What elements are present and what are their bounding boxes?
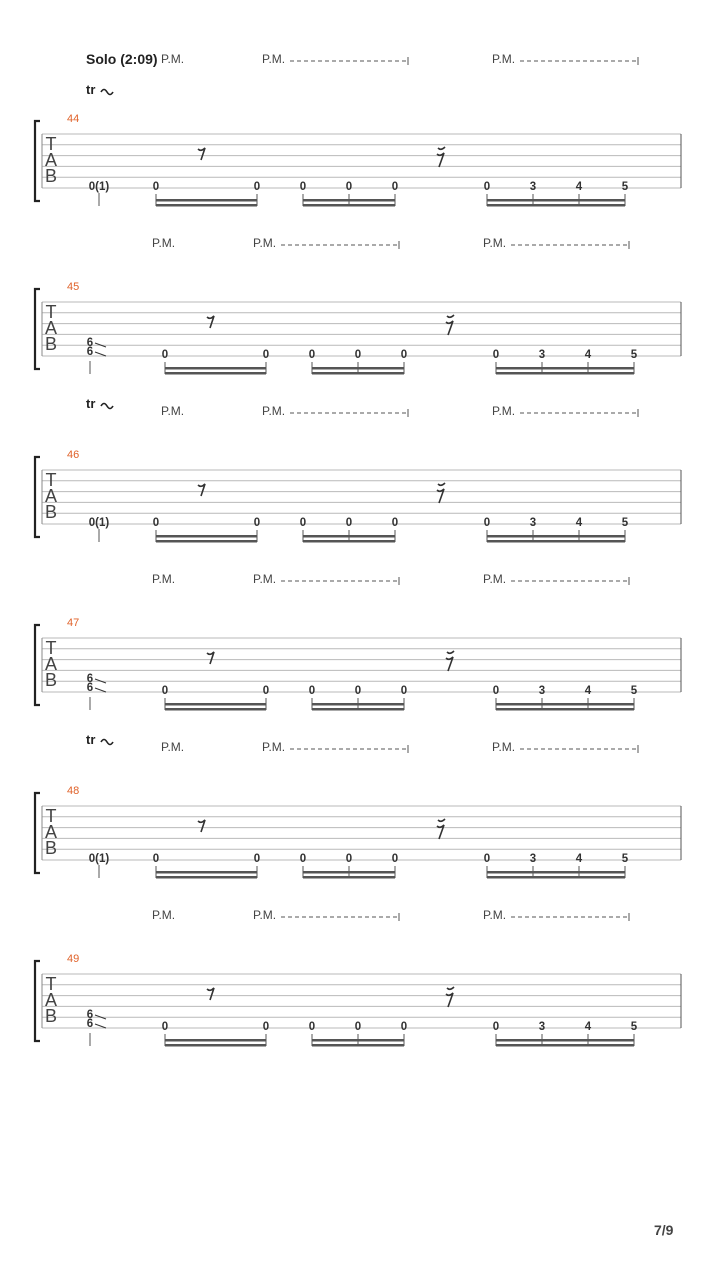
fret-number: 5 (630, 685, 638, 697)
fret-number: 0 (483, 517, 491, 529)
palm-mute-1: P.M. (152, 908, 176, 922)
beam (303, 535, 395, 538)
fret-number: 3 (529, 517, 537, 529)
fret-number: 3 (538, 1021, 546, 1033)
palm-mute-1: P.M. (161, 404, 185, 418)
eighth-rest (207, 988, 214, 1000)
beam (312, 1044, 404, 1047)
palm-mute-2: P.M. (262, 52, 286, 66)
fret-number: 0 (492, 349, 500, 361)
fret-number: 5 (630, 1021, 638, 1033)
system-brace (35, 625, 40, 705)
palm-mute-1: P.M. (161, 740, 185, 754)
trill-wave (101, 90, 113, 95)
palm-mute-2: P.M. (253, 236, 277, 250)
beam (487, 540, 625, 543)
fret-number: 3 (529, 853, 537, 865)
fret-number: 0 (161, 1021, 169, 1033)
beam (165, 1039, 266, 1042)
fret-number: 0 (253, 181, 261, 193)
fret-number: 0 (299, 181, 307, 193)
fret-number: 4 (584, 1021, 592, 1033)
measure-number: 48 (67, 785, 80, 797)
page-number: 7/9 (654, 1222, 674, 1238)
fret-number: 0 (492, 685, 500, 697)
tab-clef-letter: A (44, 990, 57, 1010)
beam (165, 708, 266, 711)
fret-number: 3 (529, 181, 537, 193)
beam (496, 1044, 634, 1047)
trill-marking: tr (86, 82, 96, 97)
eighth-rest (198, 484, 205, 496)
sixteenth-rest (437, 483, 445, 503)
tab-clef-letter: A (44, 318, 57, 338)
fret-number: 0 (152, 853, 160, 865)
section-title: Solo (2:09) (86, 51, 158, 67)
fret-number-ghost: 0(1) (88, 853, 110, 865)
palm-mute-2: P.M. (253, 572, 277, 586)
measure-number: 45 (67, 281, 80, 293)
beam (156, 199, 257, 202)
slide-fret-top: 6 (86, 673, 94, 685)
sixteenth-rest (437, 819, 445, 839)
measure-number: 46 (67, 449, 80, 461)
palm-mute-1: P.M. (161, 52, 185, 66)
system-brace (35, 121, 40, 201)
tab-clef-letter: T (45, 638, 57, 658)
fret-number: 0 (345, 853, 353, 865)
beam (487, 876, 625, 879)
palm-mute-3: P.M. (483, 908, 507, 922)
trill-marking: tr (86, 732, 96, 747)
measure-number: 49 (67, 953, 80, 965)
beam (496, 1039, 634, 1042)
fret-number: 0 (308, 1021, 316, 1033)
fret-number: 0 (253, 853, 261, 865)
tab-clef-letter: B (44, 334, 57, 354)
beam (303, 204, 395, 207)
tab-clef-letter: A (44, 150, 57, 170)
sixteenth-rest (446, 315, 454, 335)
tab-clef-letter: T (45, 134, 57, 154)
trill-wave (101, 740, 113, 745)
fret-number: 0 (152, 517, 160, 529)
eighth-rest (207, 652, 214, 664)
fret-number: 0 (391, 853, 399, 865)
sixteenth-rest (446, 987, 454, 1007)
beam (312, 708, 404, 711)
beam (165, 372, 266, 375)
palm-mute-3: P.M. (492, 404, 516, 418)
fret-number: 0 (262, 1021, 270, 1033)
beam (303, 540, 395, 543)
palm-mute-3: P.M. (492, 740, 516, 754)
eighth-rest (198, 148, 205, 160)
beam (312, 703, 404, 706)
beam (487, 871, 625, 874)
fret-number: 0 (262, 349, 270, 361)
fret-number: 0 (253, 517, 261, 529)
slide-fret-bottom: 6 (86, 346, 94, 358)
beam (496, 703, 634, 706)
eighth-rest (207, 316, 214, 328)
palm-mute-1: P.M. (152, 236, 176, 250)
beam (165, 367, 266, 370)
measure-number: 44 (67, 113, 80, 125)
fret-number: 0 (299, 853, 307, 865)
fret-number: 0 (400, 349, 408, 361)
system-brace (35, 793, 40, 873)
fret-number: 5 (621, 181, 629, 193)
beam (496, 367, 634, 370)
slide-fret-top: 6 (86, 1009, 94, 1021)
beam (303, 871, 395, 874)
tab-clef-letter: A (44, 654, 57, 674)
beam (487, 204, 625, 207)
fret-number: 5 (621, 517, 629, 529)
tab-clef-letter: T (45, 806, 57, 826)
fret-number: 0 (345, 517, 353, 529)
fret-number: 0 (483, 853, 491, 865)
palm-mute-2: P.M. (262, 740, 286, 754)
fret-number: 4 (584, 685, 592, 697)
sixteenth-rest (446, 651, 454, 671)
tab-clef-letter: B (44, 166, 57, 186)
fret-number: 4 (575, 517, 583, 529)
fret-number: 0 (391, 181, 399, 193)
trill-wave (101, 404, 113, 409)
tab-clef-letter: B (44, 670, 57, 690)
beam (156, 876, 257, 879)
beam (312, 372, 404, 375)
palm-mute-3: P.M. (483, 572, 507, 586)
fret-number-ghost: 0(1) (88, 517, 110, 529)
fret-number: 0 (354, 685, 362, 697)
fret-number: 0 (308, 685, 316, 697)
slide-fret-bottom: 6 (86, 682, 94, 694)
fret-number-ghost: 0(1) (88, 181, 110, 193)
sixteenth-rest (437, 147, 445, 167)
beam (303, 199, 395, 202)
system-brace (35, 289, 40, 369)
fret-number: 3 (538, 685, 546, 697)
palm-mute-2: P.M. (262, 404, 286, 418)
tab-clef-letter: T (45, 470, 57, 490)
fret-number: 0 (400, 685, 408, 697)
palm-mute-2: P.M. (253, 908, 277, 922)
fret-number: 0 (152, 181, 160, 193)
beam (496, 708, 634, 711)
slide-fret-bottom: 6 (86, 1018, 94, 1030)
beam (165, 703, 266, 706)
beam (156, 871, 257, 874)
tab-clef-letter: B (44, 1006, 57, 1026)
slide-line (95, 1024, 106, 1028)
beam (156, 535, 257, 538)
beam (303, 876, 395, 879)
tab-clef-letter: B (44, 838, 57, 858)
system-brace (35, 961, 40, 1041)
beam (156, 204, 257, 207)
tab-clef-letter: T (45, 302, 57, 322)
beam (312, 367, 404, 370)
fret-number: 0 (308, 349, 316, 361)
fret-number: 0 (299, 517, 307, 529)
fret-number: 0 (483, 181, 491, 193)
fret-number: 5 (630, 349, 638, 361)
fret-number: 0 (492, 1021, 500, 1033)
slide-fret-top: 6 (86, 337, 94, 349)
fret-number: 4 (575, 181, 583, 193)
palm-mute-3: P.M. (492, 52, 516, 66)
fret-number: 0 (345, 181, 353, 193)
fret-number: 0 (400, 1021, 408, 1033)
slide-line (95, 688, 106, 692)
beam (487, 535, 625, 538)
beam (156, 540, 257, 543)
beam (165, 1044, 266, 1047)
fret-number: 5 (621, 853, 629, 865)
tab-clef-letter: B (44, 502, 57, 522)
palm-mute-3: P.M. (483, 236, 507, 250)
measure-number: 47 (67, 617, 80, 629)
beam (496, 372, 634, 375)
fret-number: 0 (262, 685, 270, 697)
fret-number: 0 (161, 349, 169, 361)
trill-marking: tr (86, 396, 96, 411)
tab-clef-letter: A (44, 486, 57, 506)
system-brace (35, 457, 40, 537)
slide-line (95, 352, 106, 356)
eighth-rest (198, 820, 205, 832)
fret-number: 4 (575, 853, 583, 865)
fret-number: 3 (538, 349, 546, 361)
beam (312, 1039, 404, 1042)
fret-number: 0 (161, 685, 169, 697)
beam (487, 199, 625, 202)
palm-mute-1: P.M. (152, 572, 176, 586)
fret-number: 0 (391, 517, 399, 529)
fret-number: 0 (354, 1021, 362, 1033)
tab-clef-letter: T (45, 974, 57, 994)
fret-number: 4 (584, 349, 592, 361)
tab-clef-letter: A (44, 822, 57, 842)
fret-number: 0 (354, 349, 362, 361)
